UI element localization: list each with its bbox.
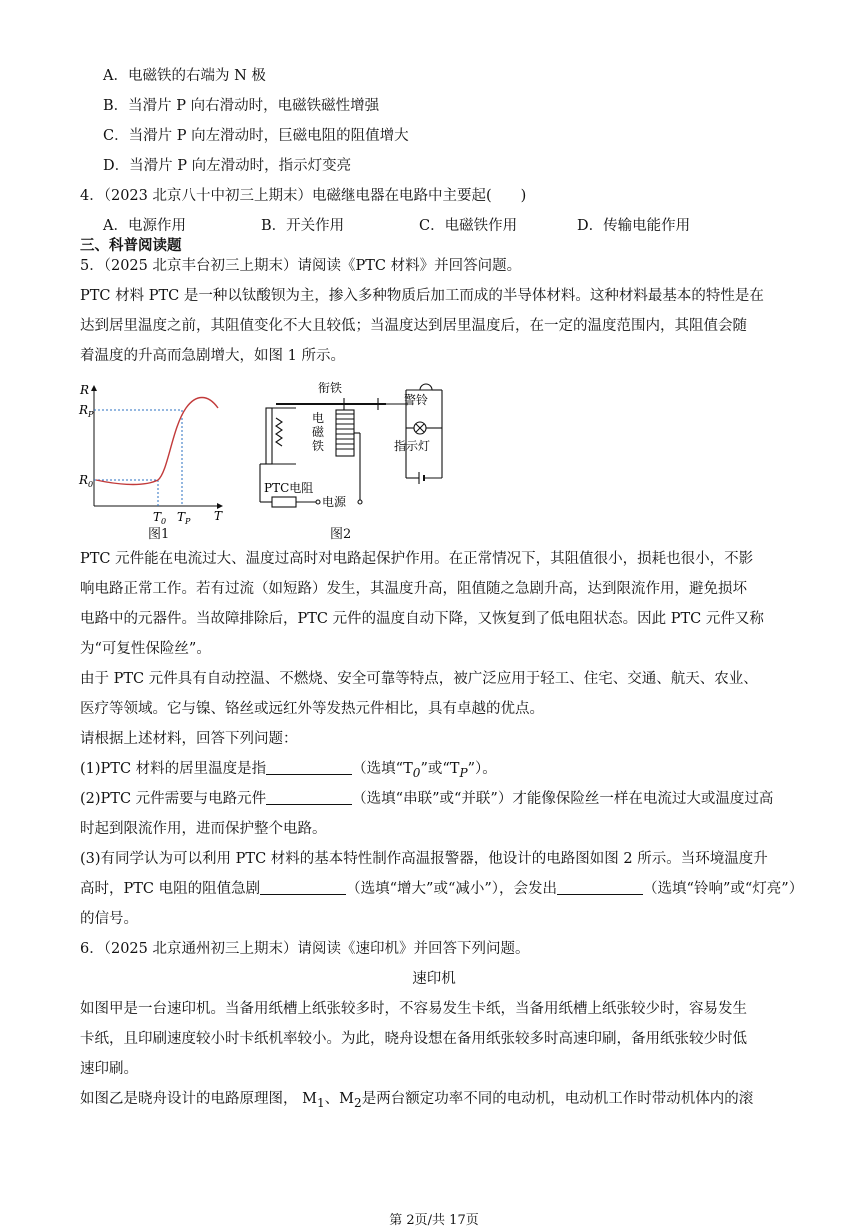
q5-subquestion-3: (3)有同学认为可以利用 PTC 材料的基本特性制作高温报警器，他设计的电路图如图 2 所示。当环境温度升 — [80, 851, 768, 867]
fig1-r0-label: $R_0$ — [79, 473, 94, 489]
fig2-ptc-label: PTC电阻 — [264, 481, 314, 495]
q4-option-c: C．电磁铁作用 — [419, 218, 518, 234]
fig1-t0-label: $T_0$ — [153, 510, 167, 526]
q6-body-line: 如图甲是一台速印机。当备用纸槽上纸张较多时，不容易发生卡纸，当备用纸槽上纸张较少时，容易发生 — [80, 1001, 747, 1017]
q3-option-c: C．当滑片 P 向左滑动时，巨磁电阻的阻值增大 — [103, 128, 409, 144]
figure-1-graph — [74, 380, 234, 532]
fig1-x-label: T — [214, 509, 223, 523]
q5-body-line: PTC 元件能在电流过大、温度过高时对电路起保护作用。在正常情况下，其阻值很小，损耗也很小，不影 — [80, 551, 754, 567]
answer-blank — [266, 760, 352, 775]
q5-intro-line: PTC 材料 PTC 是一种以钛酸钡为主，掺入多种物质后加工而成的半导体材料。这种材料最基本的特性是在 — [80, 288, 764, 304]
fig2-armature-label: 衔铁 — [318, 381, 343, 395]
fig1-y-label: R — [80, 383, 90, 397]
answer-blank — [266, 790, 352, 805]
q6-body-line: 卡纸，且印刷速度较小时卡纸机率较小。为此，晓舟设想在备用纸张较多时高速印刷，备用纸张较少时低 — [80, 1031, 747, 1047]
fig2-lamp-label: 指示灯 — [394, 439, 431, 453]
q5-subquestion-3-cont: 高时，PTC 电阻的阻值急剧 （选填“增大”或“减小”），会发出 （选填“铃响”或“灯亮”） — [80, 881, 804, 897]
q5-body-line: 响电路正常工作。若有过流（如短路）发生，其温度升高，阻值随之急剧升高，达到限流作用，避免损坏 — [80, 581, 747, 597]
q4-option-b: B．开关作用 — [261, 218, 345, 234]
fig2-bell-label: 警铃 — [404, 393, 429, 407]
q5-intro-line: 达到居里温度之前，其阻值变化不大且较低；当温度达到居里温度后，在一定的温度范围内，其阻值会随 — [80, 318, 747, 334]
q5-body-line: 为“可复性保险丝”。 — [80, 641, 211, 657]
q3-option-b: B．当滑片 P 向右滑动时，电磁铁磁性增强 — [103, 98, 380, 114]
q5-body-line: 由于 PTC 元件具有自动控温、不燃烧、安全可靠等特点，被广泛应用于轻工、住宅、交通、航天、农业、 — [80, 671, 758, 687]
q4-options — [103, 216, 743, 236]
fig1-curve — [96, 398, 218, 485]
q5-body-line: 请根据上述材料，回答下列问题： — [80, 731, 298, 747]
page-number: 第 2页/共 17页 — [389, 1213, 479, 1228]
q3-option-d: D．当滑片 P 向左滑动时，指示灯变亮 — [103, 158, 352, 174]
q5-body-line: 医疗等领域。它与镍、铬丝或远红外等发热元件相比，具有卓越的优点。 — [80, 701, 544, 717]
q4-option-d: D．传输电能作用 — [577, 218, 691, 234]
fig2-source-label: 电源 — [322, 495, 347, 509]
answer-blank — [557, 880, 643, 895]
fig2-electromagnet-char: 铁 — [312, 439, 325, 453]
q5-stem: 5．（2025 北京丰台初三上期末）请阅读《PTC 材料》并回答问题。 — [80, 258, 522, 274]
fig1-tp-label: $T_P$ — [177, 510, 191, 526]
q6-article-title: 速印机 — [412, 971, 456, 987]
figure-2-caption: 图2 — [330, 527, 352, 542]
figure-1-caption: 图1 — [148, 527, 170, 542]
fig1-rp-label: $R_P$ — [79, 403, 94, 419]
q5-subquestion-2: (2)PTC 元件需要与电路元件 （选填“串联”或“并联”）才能像保险丝一样在电流过大或温度过高 — [80, 791, 774, 807]
q5-subquestion-1: (1)PTC 材料的居里温度是指 （选填“$T_0$”或“$T_P$”）。 — [80, 761, 497, 780]
fig2-electromagnet-char: 电 — [312, 411, 325, 425]
q4-stem: 4．（2023 北京八十中初三上期末）电磁继电器在电路中主要起( ) — [80, 188, 527, 204]
figure-2-circuit — [256, 378, 452, 518]
answer-blank — [260, 880, 346, 895]
q3-option-a: A．电磁铁的右端为 N 极 — [103, 68, 266, 84]
q6-body-line: 如图乙是晓舟设计的电路原理图， $M_1$、$M_2$是两台额定功率不同的电动机，电动机工作时带动机体内的滚 — [80, 1091, 754, 1110]
q4-option-a: A．电源作用 — [103, 218, 186, 234]
q5-subquestion-3-end: 的信号。 — [80, 911, 138, 927]
section-heading: 三、科普阅读题 — [80, 238, 182, 254]
q5-intro-line: 着温度的升高而急剧增大，如图 1 所示。 — [80, 348, 345, 364]
q6-stem: 6．（2025 北京通州初三上期末）请阅读《速印机》并回答下列问题。 — [80, 941, 530, 957]
q6-body-line: 速印刷。 — [80, 1061, 138, 1077]
q5-subquestion-2-cont: 时起到限流作用，进而保护整个电路。 — [80, 821, 327, 837]
q5-body-line: 电路中的元器件。当故障排除后，PTC 元件的温度自动下降，又恢复到了低电阻状态。因此 PTC 元件又称 — [80, 611, 764, 627]
fig2-electromagnet-char: 磁 — [312, 425, 325, 439]
